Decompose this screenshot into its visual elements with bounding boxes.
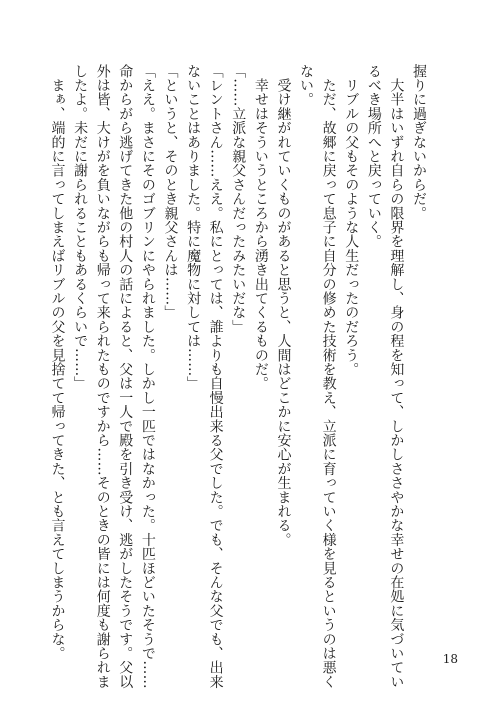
dialogue-line: ないことはありました。特に魔物に対しては……」 bbox=[185, 64, 202, 391]
text-line: ない。 bbox=[298, 64, 315, 107]
dialogue-line: 「……立派な親父さんだったみたいだな」 bbox=[230, 64, 247, 334]
text-line: まぁ、端的に言ってしまえばリブルの父を見捨てて帰ってきた、とも言えてしまうからな。 bbox=[49, 64, 66, 661]
dialogue-line: したよ。未だに謝られることもあるくらいで……」 bbox=[72, 64, 89, 391]
text-line: るべき場所へと戻っていく。 bbox=[365, 64, 382, 249]
text-line: リブルの父もそのような人生だったのだろう。 bbox=[343, 64, 360, 377]
vertical-text-body bbox=[46, 64, 430, 689]
text-line: 大半はいずれ自らの限界を理解し、身の程を知って、しかしささやかな幸せの在処に気づいてい bbox=[388, 64, 405, 689]
text-line: 幸せはそういうところから湧き出てくるものだ。 bbox=[252, 64, 269, 391]
dialogue-line: 「レントさん……ええ。私にとっては、誰よりも自慢出来る父でした。でも、そんな父でも、出来 bbox=[207, 64, 224, 689]
text-line: 握りに過ぎないからだ。 bbox=[411, 64, 427, 221]
text-line: 受け継がれていくものがあると思うと、人間はどこかに安心が生まれる。 bbox=[275, 64, 292, 547]
text-line: ただ、故郷に戻って息子に自分の修めた技術を教え、立派に育っていく様を見るというのは悪く bbox=[320, 64, 337, 689]
dialogue-line: 「というと、そのとき親父さんは……」 bbox=[162, 64, 179, 320]
page-number: 18 bbox=[442, 652, 458, 666]
dialogue-line: 外は皆、大けがを負いながらも帰って来られたものですから……そのときの皆には何度も謝られま bbox=[94, 64, 111, 689]
dialogue-line: 「ええ。まさにそのゴブリンにやられました。しかし一匹ではなかった。十匹ほどいたそうで…… bbox=[139, 64, 156, 689]
dialogue-line: 命からがら逃げてきた他の村人の話によると、父は一人で殿を引き受け、逃がしたそうです。父以 bbox=[117, 64, 134, 689]
